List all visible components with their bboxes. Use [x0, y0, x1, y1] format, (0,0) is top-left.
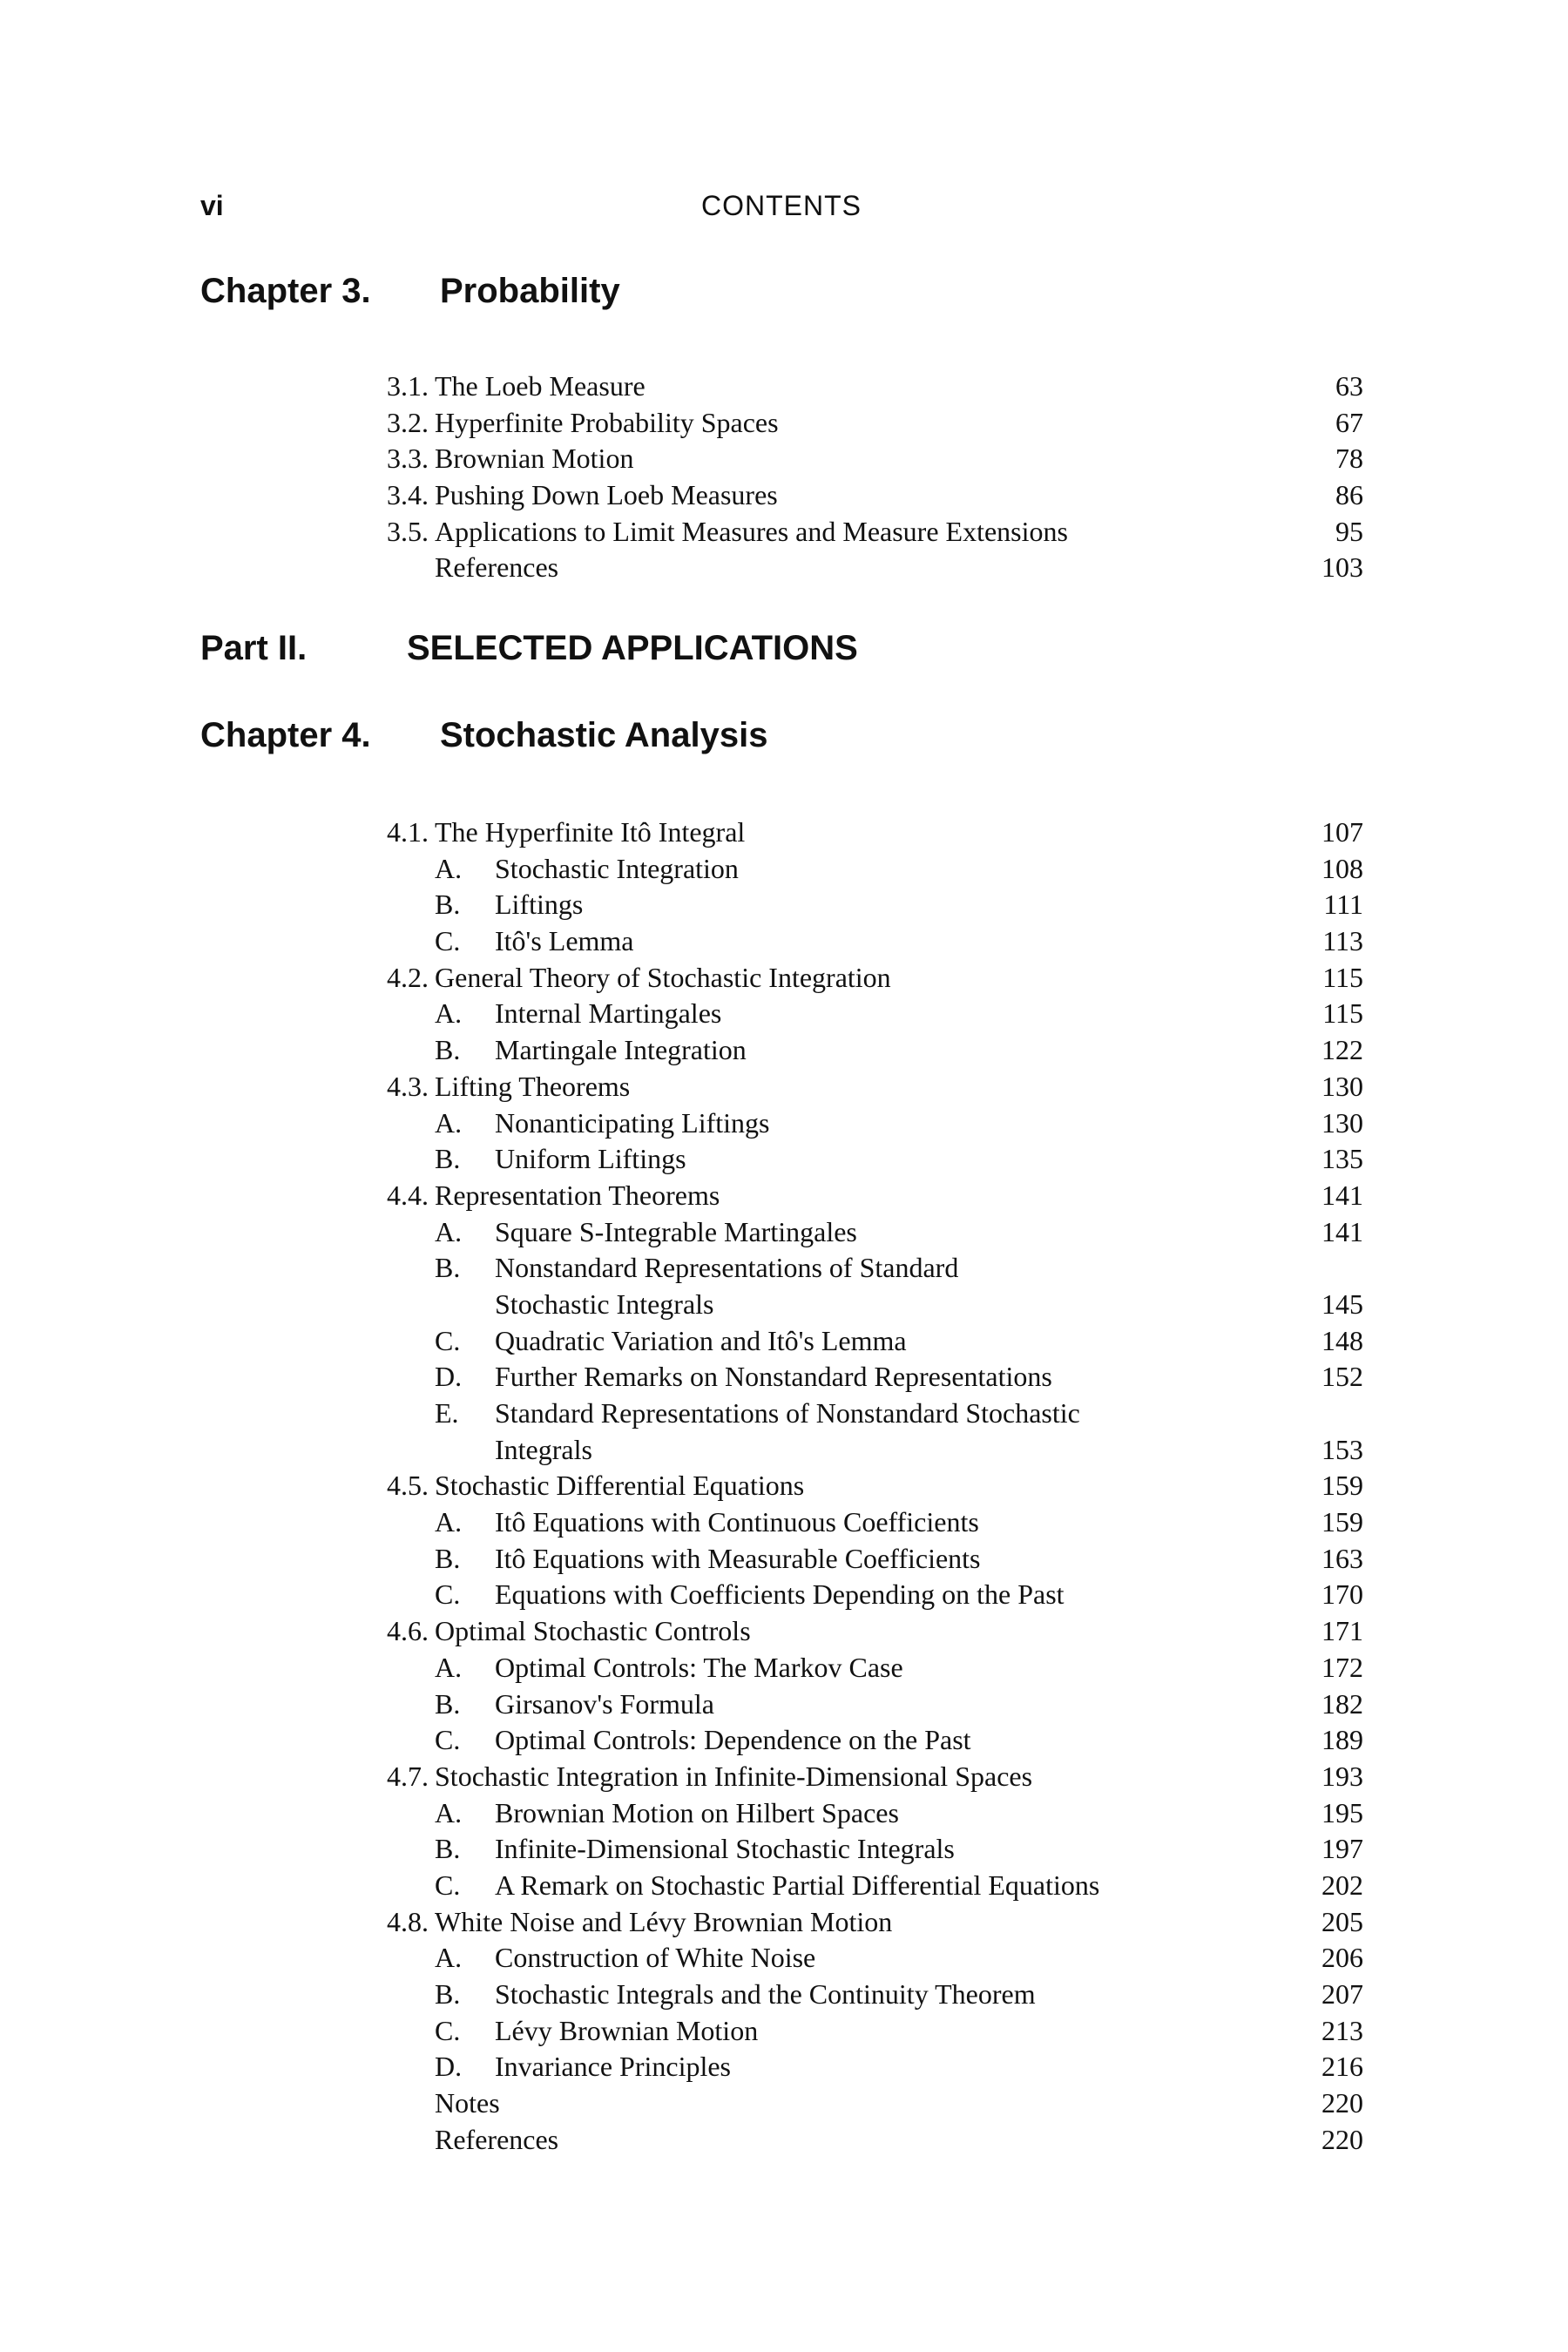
toc-entry[interactable] [0, 1904, 1568, 1941]
section-number: 4.5. [387, 1470, 429, 1502]
entry-title: Optimal Stochastic Controls [435, 1615, 751, 1647]
page-number: 130 [1321, 1106, 1363, 1139]
subsection-letter: A. [435, 1942, 463, 1974]
entry-title: Stochastic Integration in Infinite-Dimensional Spaces [435, 1760, 1033, 1792]
entry-title: Lévy Brownian Motion [495, 2014, 759, 2046]
section-number: 4.3. [387, 1070, 429, 1102]
page-number: 141 [1321, 1179, 1363, 1211]
toc-subentry[interactable] [0, 1795, 1568, 1832]
page-number: 182 [1321, 1687, 1363, 1720]
entry-title: Lifting Theorems [435, 1070, 631, 1102]
toc-subentry-continued[interactable] [0, 1287, 1568, 1323]
page-number: 205 [1321, 1905, 1363, 1937]
entry-title: Optimal Controls: Dependence on the Past [495, 1724, 971, 1756]
toc-entry[interactable] [0, 2085, 1568, 2122]
entry-title: Internal Martingales [495, 997, 722, 1030]
toc-subentry[interactable] [0, 851, 1568, 888]
page-number: 207 [1321, 1978, 1363, 2010]
toc-subentry[interactable] [0, 1541, 1568, 1578]
page-number: 115 [1322, 997, 1363, 1030]
chapter-4-title: Stochastic Analysis [440, 716, 768, 754]
entry-title: Quadratic Variation and Itô's Lemma [495, 1324, 907, 1356]
section-number: 3.1. [387, 370, 429, 402]
toc-subentry[interactable] [0, 1831, 1568, 1868]
page-number: 197 [1321, 1833, 1363, 1865]
toc-subentry[interactable] [0, 1722, 1568, 1759]
page-number: 153 [1321, 1433, 1363, 1465]
page-number: 152 [1321, 1361, 1363, 1393]
subsection-letter: D. [435, 1361, 463, 1393]
page-number: 206 [1321, 1942, 1363, 1974]
subsection-letter: C. [435, 925, 461, 957]
subsection-letter: C. [435, 1869, 461, 1901]
subsection-letter: A. [435, 997, 463, 1030]
toc-entry[interactable] [0, 514, 1568, 551]
entry-title: White Noise and Lévy Brownian Motion [435, 1905, 893, 1937]
page-number: 115 [1322, 961, 1363, 993]
section-number: 4.1. [387, 816, 429, 848]
subsection-letter: B. [435, 1034, 461, 1066]
page-number: 108 [1321, 852, 1363, 884]
part-2-label: Part II. [200, 629, 308, 667]
subsection-letter: B. [435, 889, 461, 921]
entry-title: Stochastic Differential Equations [435, 1470, 805, 1502]
entry-title: References [435, 2123, 559, 2155]
section-number: 3.4. [387, 479, 429, 511]
toc-subentry[interactable] [0, 1504, 1568, 1541]
toc-entry[interactable] [0, 1613, 1568, 1650]
section-number: 3.2. [387, 406, 429, 438]
entry-title: Brownian Motion on Hilbert Spaces [495, 1796, 899, 1828]
page-number: 135 [1321, 1143, 1363, 1175]
subsection-letter: A. [435, 852, 463, 884]
entry-title: A Remark on Stochastic Partial Differential Equations [495, 1869, 1100, 1901]
page-number: 163 [1321, 1542, 1363, 1574]
subsection-letter: B. [435, 1687, 461, 1720]
subsection-letter: B. [435, 1143, 461, 1175]
entry-title: Itô's Lemma [495, 925, 634, 957]
page-number: 159 [1321, 1506, 1363, 1538]
toc-subentry[interactable] [0, 1250, 1568, 1287]
subsection-letter: B. [435, 1978, 461, 2010]
toc-entry[interactable] [0, 1069, 1568, 1105]
entry-title: Further Remarks on Nonstandard Representations [495, 1361, 1052, 1393]
part-2-title: SELECTED APPLICATIONS [407, 629, 858, 667]
subsection-letter: A. [435, 1796, 463, 1828]
entry-title: Standard Representations of Nonstandard Stochastic [495, 1397, 1080, 1429]
toc-entry[interactable] [0, 1759, 1568, 1795]
page-number: 107 [1321, 816, 1363, 848]
section-number: 4.2. [387, 961, 429, 993]
section-number: 3.5. [387, 515, 429, 547]
toc-subentry[interactable] [0, 1214, 1568, 1251]
toc-subentry[interactable] [0, 1977, 1568, 2013]
entry-title: Brownian Motion [435, 443, 634, 475]
page-number: 193 [1321, 1760, 1363, 1792]
toc-subentry[interactable] [0, 1940, 1568, 1977]
entry-title: Uniform Liftings [495, 1143, 686, 1175]
toc-subentry[interactable] [0, 1686, 1568, 1723]
entry-title: Equations with Coefficients Depending on the Past [495, 1578, 1064, 1611]
entry-title: Invariance Principles [495, 2051, 731, 2083]
page-number: 148 [1321, 1324, 1363, 1356]
subsection-letter: C. [435, 2014, 461, 2046]
page-number: 220 [1321, 2087, 1363, 2119]
toc-entry[interactable] [0, 1178, 1568, 1214]
subsection-letter: D. [435, 2051, 463, 2083]
subsection-letter: C. [435, 1324, 461, 1356]
subsection-letter: A. [435, 1506, 463, 1538]
entry-title: Notes [435, 2087, 500, 2119]
page-number: 195 [1321, 1796, 1363, 1828]
entry-title: Construction of White Noise [495, 1942, 816, 1974]
entry-title: Martingale Integration [495, 1034, 747, 1066]
page-number: 172 [1321, 1651, 1363, 1683]
chapter-3-title: Probability [440, 272, 620, 310]
toc-entry[interactable] [0, 814, 1568, 851]
toc-subentry[interactable] [0, 996, 1568, 1032]
section-number: 4.8. [387, 1905, 429, 1937]
page-number: 170 [1321, 1578, 1363, 1611]
entry-title: Integrals [495, 1433, 592, 1465]
toc-subentry-continued[interactable] [0, 1432, 1568, 1469]
page-number: vi [200, 190, 224, 221]
entry-title: Representation Theorems [435, 1179, 720, 1211]
toc-entry[interactable] [0, 550, 1568, 586]
entry-title: Liftings [495, 889, 584, 921]
entry-title: Itô Equations with Measurable Coefficients [495, 1542, 981, 1574]
page-number: 171 [1321, 1615, 1363, 1647]
toc-subentry[interactable] [0, 2049, 1568, 2085]
chapter-4-toc [0, 814, 1568, 2158]
entry-title: The Hyperfinite Itô Integral [435, 816, 746, 848]
page-number: 122 [1321, 1034, 1363, 1066]
page-number: 202 [1321, 1869, 1363, 1901]
entry-title: Optimal Controls: The Markov Case [495, 1651, 903, 1683]
page-number: 78 [1335, 443, 1363, 475]
entry-title: Girsanov's Formula [495, 1687, 714, 1720]
page-number: 111 [1323, 889, 1363, 921]
toc-subentry[interactable] [0, 1396, 1568, 1432]
toc-entry[interactable] [0, 1468, 1568, 1504]
toc-entry[interactable] [0, 477, 1568, 514]
page-number: 86 [1335, 479, 1363, 511]
entry-title: Infinite-Dimensional Stochastic Integrals [495, 1833, 955, 1865]
entry-title: Square S-Integrable Martingales [495, 1215, 857, 1247]
subsection-letter: B. [435, 1542, 461, 1574]
toc-subentry[interactable] [0, 1032, 1568, 1069]
toc-entry[interactable] [0, 368, 1568, 405]
subsection-letter: A. [435, 1215, 463, 1247]
page-number: 189 [1321, 1724, 1363, 1756]
page-number: 213 [1321, 2014, 1363, 2046]
subsection-letter: C. [435, 1724, 461, 1756]
subsection-letter: B. [435, 1252, 461, 1284]
subsection-letter: C. [435, 1578, 461, 1611]
entry-title: Stochastic Integration [495, 852, 739, 884]
toc-subentry[interactable] [0, 1359, 1568, 1396]
entry-title: References [435, 551, 559, 584]
toc-entry[interactable] [0, 2122, 1568, 2159]
subsection-letter: B. [435, 1833, 461, 1865]
subsection-letter: A. [435, 1106, 463, 1139]
page-number: 103 [1321, 551, 1363, 584]
entry-title: Hyperfinite Probability Spaces [435, 406, 779, 438]
toc-subentry[interactable] [0, 1141, 1568, 1178]
chapter-3-toc [0, 368, 1568, 586]
subsection-letter: E. [435, 1397, 459, 1429]
entry-title: Itô Equations with Continuous Coefficients [495, 1506, 979, 1538]
entry-title: Stochastic Integrals and the Continuity Theorem [495, 1978, 1036, 2010]
toc-entry[interactable] [0, 960, 1568, 997]
entry-title: General Theory of Stochastic Integration [435, 961, 891, 993]
entry-title: Nonstandard Representations of Standard [495, 1252, 959, 1284]
page-number: 159 [1321, 1470, 1363, 1502]
subsection-letter: A. [435, 1651, 463, 1683]
section-number: 4.4. [387, 1179, 429, 1211]
toc-entry[interactable] [0, 441, 1568, 477]
toc-subentry[interactable] [0, 1323, 1568, 1360]
chapter-4-label: Chapter 4. [200, 716, 371, 754]
section-number: 3.3. [387, 443, 429, 475]
toc-subentry[interactable] [0, 923, 1568, 960]
chapter-3-label: Chapter 3. [200, 272, 371, 310]
page-number: 63 [1335, 370, 1363, 402]
entry-title: Stochastic Integrals [495, 1288, 714, 1320]
entry-title: The Loeb Measure [435, 370, 645, 402]
page-number: 145 [1321, 1288, 1363, 1320]
toc-subentry[interactable] [0, 887, 1568, 923]
section-number: 4.7. [387, 1760, 429, 1792]
page-number: 95 [1335, 515, 1363, 547]
toc-subentry[interactable] [0, 1650, 1568, 1686]
page-number: 220 [1321, 2123, 1363, 2155]
entry-title: Pushing Down Loeb Measures [435, 479, 778, 511]
entry-title: Nonanticipating Liftings [495, 1106, 770, 1139]
page-number: 141 [1321, 1215, 1363, 1247]
page-number: 130 [1321, 1070, 1363, 1102]
page-number: 113 [1322, 925, 1363, 957]
toc-subentry[interactable] [0, 2013, 1568, 2050]
page-number: 216 [1321, 2051, 1363, 2083]
running-header-title: CONTENTS [701, 190, 862, 221]
entry-title: Applications to Limit Measures and Measure Extensions [435, 515, 1068, 547]
toc-subentry[interactable] [0, 1105, 1568, 1142]
toc-subentry[interactable] [0, 1868, 1568, 1904]
page-number: 67 [1335, 406, 1363, 438]
toc-subentry[interactable] [0, 1577, 1568, 1613]
section-number: 4.6. [387, 1615, 429, 1647]
toc-entry[interactable] [0, 405, 1568, 442]
